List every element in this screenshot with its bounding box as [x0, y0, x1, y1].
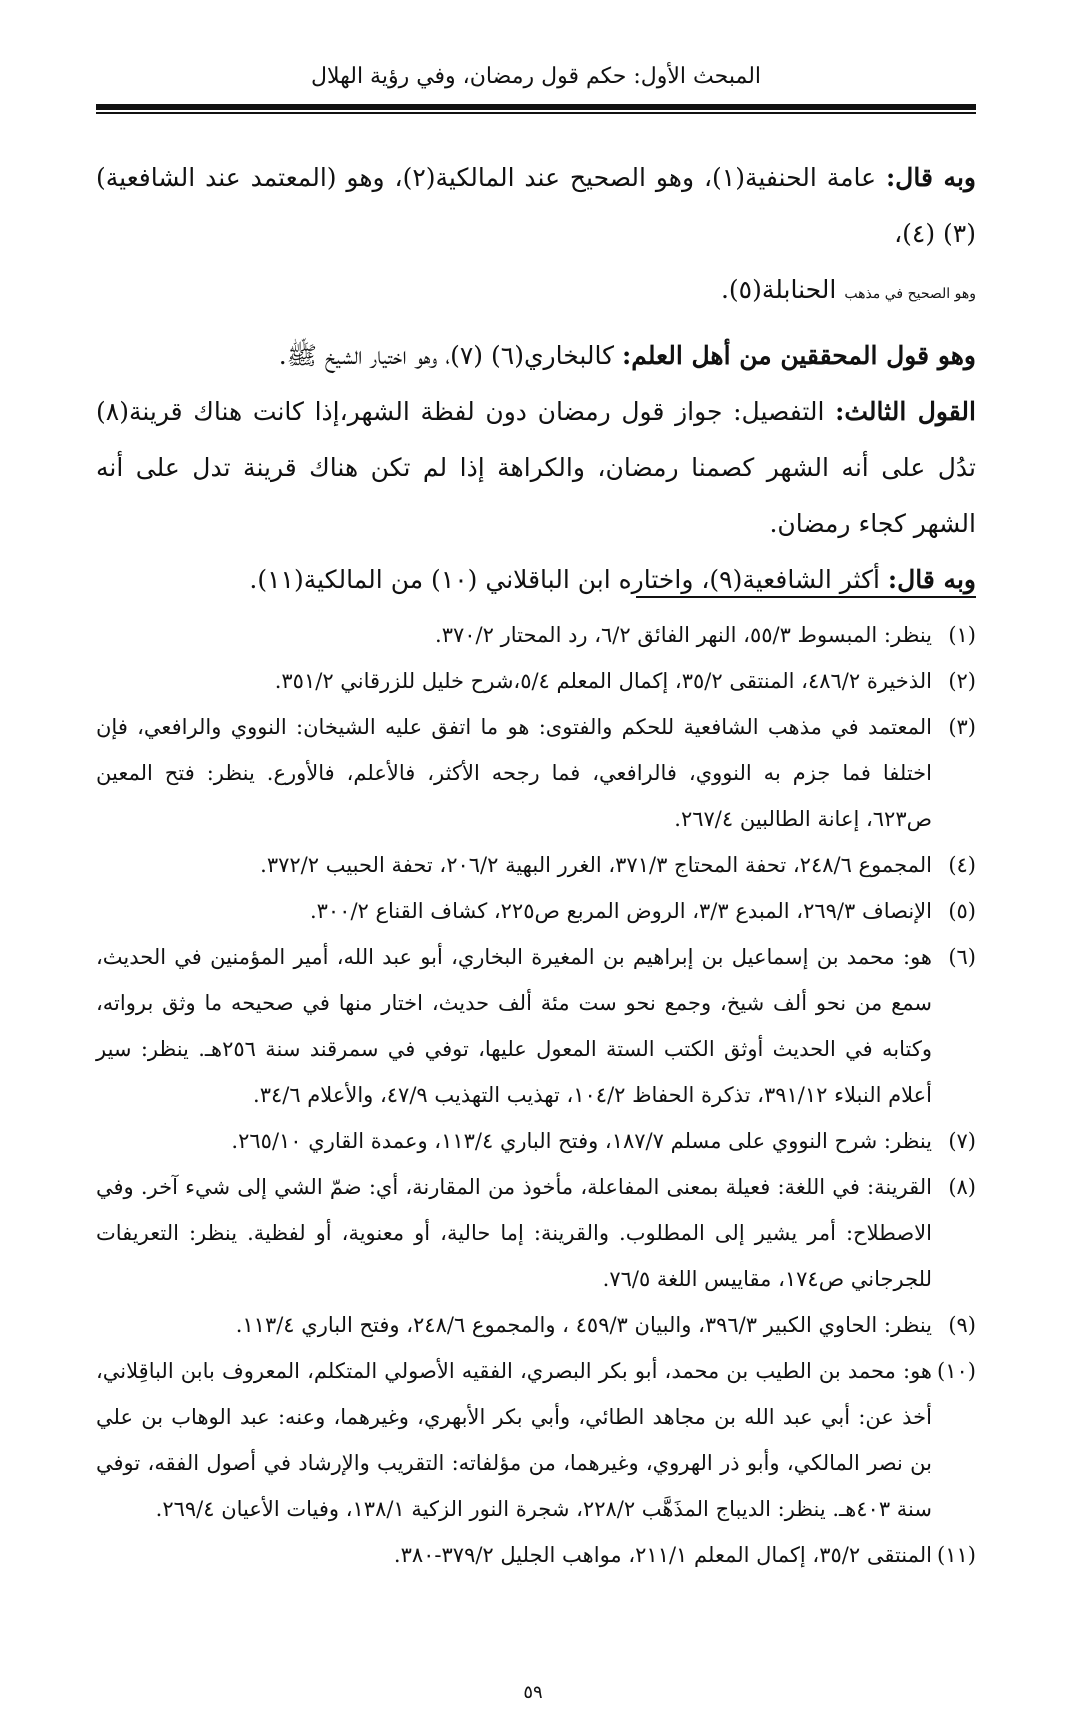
running-header: المبحث الأول: حكم قول رمضان، وفي رؤية الهلال — [310, 64, 762, 89]
footnote-number: (٤) — [948, 853, 976, 877]
footnote-text: المنتقى ٣٥/٢، إكمال المعلم ٢١١/١، مواهب الجليل ٣٧٩/٢-٣٨٠. — [393, 1543, 932, 1567]
footnote-2 — [96, 658, 976, 704]
footnote-text: ينظر: المبسوط ٥٥/٣، النهر الفائق ٦/٢، رد المحتار ٣٧٠/٢. — [435, 623, 932, 647]
footnote-6 — [96, 934, 976, 1118]
header-rule-thin — [96, 112, 976, 114]
paragraph-3-lead: القول الثالث: — [835, 397, 976, 426]
paragraph-3 — [96, 384, 976, 552]
paragraph-1-text: عامة الحنفية(١)، وهو الصحيح عند المالكية(٢)، وهو (المعتمد عند الشافعية)(٣) (٤)، — [96, 163, 976, 248]
footnote-number: (٣) — [948, 715, 976, 739]
footnote-8 — [96, 1164, 976, 1302]
footnote-number: (٥) — [948, 899, 976, 923]
footnote-text: الذخيرة ٤٨٦/٢، المنتقى ٣٥/٢، إكمال المعلم ٥/٤،شرح خليل للزرقاني ٣٥١/٢. — [274, 669, 932, 693]
footnote-number: (٢) — [948, 669, 976, 693]
footnotes — [96, 612, 976, 1578]
paragraph-4 — [96, 552, 976, 608]
footnote-number: (٦) — [948, 945, 976, 969]
paragraph-1-end: الحنابلة(٥). — [720, 275, 837, 304]
footnote-number: (٨) — [948, 1175, 976, 1199]
footnote-text: هو: محمد بن الطيب بن محمد، أبو بكر البصري، الفقيه الأصولي المتكلم، المعروف بابن الباقِلاني، أخذ عن: أبي عبد الله بن مجاهد الطائي، وأبي بكر الأبهري، وغيرهما، وعنه: عبد الوهاب بن علي بن نصر المالكي، وأبو ذر الهروي، وغيرهما، من مؤلفاته: التقريب والإرشاد في أصول الفقه، توفي سنة ٤٠٣هـ. ينظر: الديباج المذَهَّب ٢٢٨/٢، شجرة النور الزكية ١٣٨/١، وفيات الأعيان ٢٦٩/٤. — [96, 1359, 932, 1521]
footnote-1 — [96, 612, 976, 658]
header-rule-thick — [96, 104, 976, 110]
footnote-number: (٧) — [948, 1129, 976, 1153]
paragraph-4-lead: وبه قال: — [887, 565, 976, 594]
footnote-text: المعتمد في مذهب الشافعية للحكم والفتوى: هو ما اتفق عليه الشيخان: النووي والرافعي، فإن اختلفا فما جزم به النووي، فالرافعي، فما رجحه الأكثر، فالأعلم، فالأورع. ينظر: فتح المعين ص٦٢٣، إعانة الطالبين ٢٦٧/٤. — [96, 715, 932, 831]
paragraph-2-text: كالبخاري(٦) (٧)، وهو اختيار الشيخ ﷺ. — [278, 341, 615, 370]
footnote-number: (١) — [948, 623, 976, 647]
paragraph-1 — [96, 150, 976, 322]
footnote-5 — [96, 888, 976, 934]
footnote-text: الإنصاف ٢٦٩/٣، المبدع ٣/٣، الروض المربع ص٢٢٥، كشاف القناع ٣٠٠/٢. — [309, 899, 932, 923]
footnote-text: ينظر: الحاوي الكبير ٣٩٦/٣، والبيان ٤٥٩/٣ ، والمجموع ٢٤٨/٦، وفتح الباري ١١٣/٤. — [235, 1313, 932, 1337]
footnote-11 — [96, 1532, 976, 1578]
footnote-9 — [96, 1302, 976, 1348]
footnote-4 — [96, 842, 976, 888]
paragraph-3-text: التفصيل: جواز قول رمضان دون لفظة الشهر،إذا كانت هناك قرينة(٨) تدُل على أنه الشهر كصمنا رمضان، والكراهة إذا لم تكن هناك قرينة تدل على أنه الشهر كجاء رمضان. — [96, 397, 976, 538]
footnote-separator — [636, 596, 976, 598]
footnote-7 — [96, 1118, 976, 1164]
main-text — [96, 150, 976, 608]
footnote-text: ينظر: شرح النووي على مسلم ١٨٧/٧، وفتح الباري ١١٣/٤، وعمدة القاري ٢٦٥/١٠. — [231, 1129, 932, 1153]
footnote-3 — [96, 704, 976, 842]
footnote-text: هو: محمد بن إسماعيل بن إبراهيم بن المغيرة البخاري، أبو عبد الله، أمير المؤمنين في الحديث، سمع من نحو ألف شيخ، وجمع نحو ست مئة ألف حديث، اختار منها في صحيحه ما وثق برواته، وكتابه في الحديث أوثق الكتب الستة المعول عليها، توفي في سمرقند سنة ٢٥٦هـ. ينظر: سير أعلام النبلاء ٣٩١/١٢، تذكرة الحفاظ ١٠٤/٢، تهذيب التهذيب ٤٧/٩، والأعلام ٣٤/٦. — [96, 945, 932, 1107]
footnote-number: (١١) — [937, 1543, 976, 1567]
paragraph-4-text: أكثر الشافعية(٩)، واختاره ابن الباقلاني (١٠) من المالكية(١١). — [249, 565, 880, 594]
footnote-number: (١٠) — [937, 1359, 976, 1383]
page-number: ٥٩ — [523, 1682, 543, 1703]
footnote-text: المجموع ٢٤٨/٦، تحفة المحتاج ٣٧١/٣، الغرر البهية ٢٠٦/٢، تحفة الحبيب ٣٧٢/٢. — [260, 853, 932, 877]
paragraph-1-small-text: وهو الصحيح في مذهب — [844, 286, 976, 302]
paragraph-2-lead: وهو قول المحققين من أهل العلم: — [622, 341, 976, 370]
paragraph-1-lead: وبه قال: — [885, 163, 976, 192]
footnote-number: (٩) — [948, 1313, 976, 1337]
footnote-10 — [96, 1348, 976, 1532]
paragraph-2 — [96, 328, 976, 384]
footnote-text: القرينة: في اللغة: فعيلة بمعنى المفاعلة، مأخوذ من المقارنة، أي: ضمّ الشي إلى شيء آخر. وفي الاصطلاح: أمر يشير إلى المطلوب. والقرينة: إما حالية، أو معنوية، أو لفظية. ينظر: التعريفات للجرجاني ص١٧٤، مقاييس اللغة ٧٦/٥. — [96, 1175, 932, 1291]
